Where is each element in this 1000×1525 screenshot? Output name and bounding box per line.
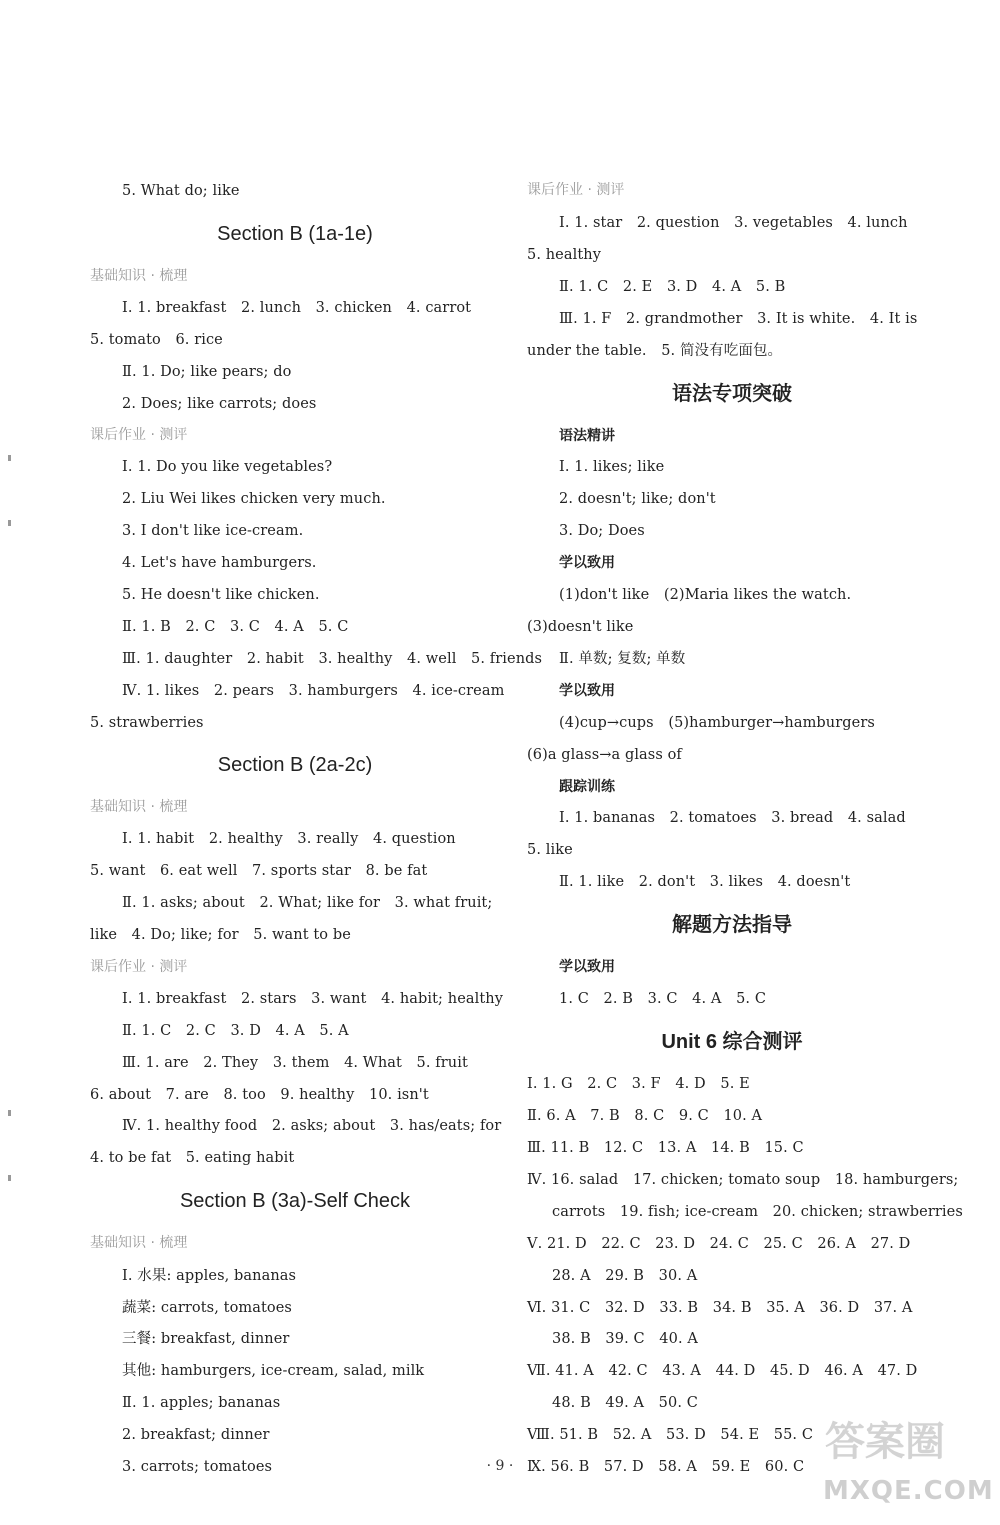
answer-line: 3. carrots; tomatoes bbox=[122, 1459, 273, 1475]
answer-line: 其他: hamburgers, ice-cream, salad, milk bbox=[122, 1363, 425, 1379]
subsection-label: 基础知识 · 梳理 bbox=[90, 1235, 188, 1251]
answer-line: Ⅸ. 56. B 57. D 58. A 59. E 60. C bbox=[527, 1459, 805, 1475]
margin-mark bbox=[8, 455, 11, 461]
answer-line: Ⅶ. 41. A 42. C 43. A 44. D 45. D 46. A 47. D bbox=[527, 1363, 918, 1379]
page-number: · 9 · bbox=[486, 1458, 514, 1474]
answer-line: 2. doesn't; like; don't bbox=[559, 491, 716, 507]
answer-line: 48. B 49. A 50. C bbox=[552, 1395, 698, 1411]
answer-line: Ⅱ. 1. Do; like pears; do bbox=[122, 364, 292, 380]
margin-mark bbox=[8, 520, 11, 526]
section-heading: 解题方法指导 bbox=[672, 914, 792, 936]
subsection-title: 学以致用 bbox=[559, 959, 615, 975]
answer-line: 5. like bbox=[527, 842, 573, 858]
answer-line: (6)a glass→a glass of bbox=[527, 747, 682, 763]
answer-line: Ⅱ. 1. asks; about 2. What; like for 3. what fruit; bbox=[122, 895, 493, 911]
answer-line: carrots 19. fish; ice-cream 20. chicken; strawberries bbox=[552, 1204, 963, 1220]
answer-line: Ⅲ. 1. daughter 2. habit 3. healthy 4. well 5. friends bbox=[122, 651, 543, 667]
subsection-label: 课后作业 · 测评 bbox=[527, 182, 625, 198]
answer-line: 5. want 6. eat well 7. sports star 8. be fat bbox=[90, 863, 428, 879]
answer-line: Ⅲ. 1. are 2. They 3. them 4. What 5. fruit bbox=[122, 1055, 468, 1071]
answer-line: 4. Let's have hamburgers. bbox=[122, 555, 317, 571]
answer-line: Ⅰ. 1. breakfast 2. stars 3. want 4. habit; healthy bbox=[122, 991, 504, 1007]
answer-line: Ⅱ. 1. apples; bananas bbox=[122, 1395, 281, 1411]
answer-line: Ⅰ. 1. G 2. C 3. F 4. D 5. E bbox=[527, 1076, 750, 1092]
answer-line: like 4. Do; like; for 5. want to be bbox=[90, 927, 351, 943]
answer-line: 2. Does; like carrots; does bbox=[122, 396, 317, 412]
margin-mark bbox=[8, 1175, 11, 1181]
watermark-cn: 答案圈 bbox=[825, 1419, 945, 1465]
answer-line: 38. B 39. C 40. A bbox=[552, 1331, 698, 1347]
watermark-logo bbox=[815, 1400, 995, 1520]
answer-line: Ⅰ. 1. bananas 2. tomatoes 3. bread 4. salad bbox=[559, 810, 906, 826]
answer-line: 5. What do; like bbox=[122, 183, 240, 199]
answer-line: Ⅱ. 1. C 2. E 3. D 4. A 5. B bbox=[559, 279, 786, 295]
answer-line: Ⅰ. 1. likes; like bbox=[559, 459, 665, 475]
answer-line: Ⅱ. 单数; 复数; 单数 bbox=[559, 651, 686, 667]
answer-line: Ⅰ. 1. habit 2. healthy 3. really 4. question bbox=[122, 831, 456, 847]
answer-line: 3. Do; Does bbox=[559, 523, 645, 539]
answer-line: 三餐: breakfast, dinner bbox=[122, 1331, 290, 1347]
answer-line: (1)don't like (2)Maria likes the watch. bbox=[559, 587, 852, 603]
subsection-title: 跟踪训练 bbox=[559, 779, 615, 795]
answer-line: Ⅰ. 水果: apples, bananas bbox=[122, 1268, 297, 1284]
answer-line: Ⅴ. 21. D 22. C 23. D 24. C 25. C 26. A 27. D bbox=[527, 1236, 911, 1252]
answer-line: Ⅳ. 1. likes 2. pears 3. hamburgers 4. ice-cream bbox=[122, 683, 505, 699]
section-heading: Section B (2a-2c) bbox=[217, 754, 373, 776]
answer-line: Ⅷ. 51. B 52. A 53. D 54. E 55. C bbox=[527, 1427, 814, 1443]
answer-line: Ⅱ. 1. B 2. C 3. C 4. A 5. C bbox=[122, 619, 349, 635]
section-heading: Unit 6 综合测评 bbox=[661, 1031, 803, 1053]
answer-line: (3)doesn't like bbox=[527, 619, 634, 635]
answer-line: under the table. 5. 简没有吃面包。 bbox=[527, 343, 783, 359]
subsection-title: 语法精讲 bbox=[559, 428, 615, 444]
answer-line: 28. A 29. B 30. A bbox=[552, 1268, 698, 1284]
answer-line: 5. strawberries bbox=[90, 715, 204, 731]
answer-line: Ⅲ. 11. B 12. C 13. A 14. B 15. C bbox=[527, 1140, 804, 1156]
margin-mark bbox=[8, 1110, 11, 1116]
answer-line: Ⅰ. 1. breakfast 2. lunch 3. chicken 4. carrot bbox=[122, 300, 472, 316]
answer-line: 蔬菜: carrots, tomatoes bbox=[122, 1300, 292, 1316]
answer-line: 1. C 2. B 3. C 4. A 5. C bbox=[559, 991, 767, 1007]
watermark-text: MXQE.COM bbox=[823, 1476, 994, 1506]
subsection-label: 基础知识 · 梳理 bbox=[90, 268, 188, 284]
subsection-title: 学以致用 bbox=[559, 683, 615, 699]
answer-line: Ⅱ. 6. A 7. B 8. C 9. C 10. A bbox=[527, 1108, 763, 1124]
answer-line: Ⅰ. 1. star 2. question 3. vegetables 4. lunch bbox=[559, 215, 908, 231]
answer-line: 5. He doesn't like chicken. bbox=[122, 587, 320, 603]
section-heading: Section B (3a)-Self Check bbox=[179, 1190, 411, 1212]
answer-line: Ⅰ. 1. Do you like vegetables? bbox=[122, 459, 333, 475]
subsection-title: 学以致用 bbox=[559, 555, 615, 571]
answer-line: 2. Liu Wei likes chicken very much. bbox=[122, 491, 386, 507]
answer-line: Ⅳ. 16. salad 17. chicken; tomato soup 18. hamburgers; bbox=[527, 1172, 959, 1188]
answer-line: Ⅲ. 1. F 2. grandmother 3. It is white. 4. It is bbox=[559, 311, 918, 327]
answer-line: 6. about 7. are 8. too 9. healthy 10. isn't bbox=[90, 1087, 429, 1103]
answer-line: Ⅱ. 1. like 2. don't 3. likes 4. doesn't bbox=[559, 874, 851, 890]
section-heading: 语法专项突破 bbox=[672, 383, 792, 405]
answer-line: Ⅳ. 1. healthy food 2. asks; about 3. has/eats; for bbox=[122, 1118, 502, 1134]
answer-line: 5. tomato 6. rice bbox=[90, 332, 223, 348]
answer-line: 5. healthy bbox=[527, 247, 602, 263]
subsection-label: 课后作业 · 测评 bbox=[90, 427, 188, 443]
answer-line: Ⅱ. 1. C 2. C 3. D 4. A 5. A bbox=[122, 1023, 349, 1039]
section-heading: Section B (1a-1e) bbox=[217, 223, 373, 245]
answer-line: Ⅵ. 31. C 32. D 33. B 34. B 35. A 36. D 37. A bbox=[527, 1300, 913, 1316]
subsection-label: 课后作业 · 测评 bbox=[90, 959, 188, 975]
answer-line: 4. to be fat 5. eating habit bbox=[90, 1150, 295, 1166]
answer-line: 2. breakfast; dinner bbox=[122, 1427, 270, 1443]
subsection-label: 基础知识 · 梳理 bbox=[90, 799, 188, 815]
answer-line: (4)cup→cups (5)hamburger→hamburgers bbox=[559, 715, 875, 731]
answer-line: 3. I don't like ice-cream. bbox=[122, 523, 304, 539]
